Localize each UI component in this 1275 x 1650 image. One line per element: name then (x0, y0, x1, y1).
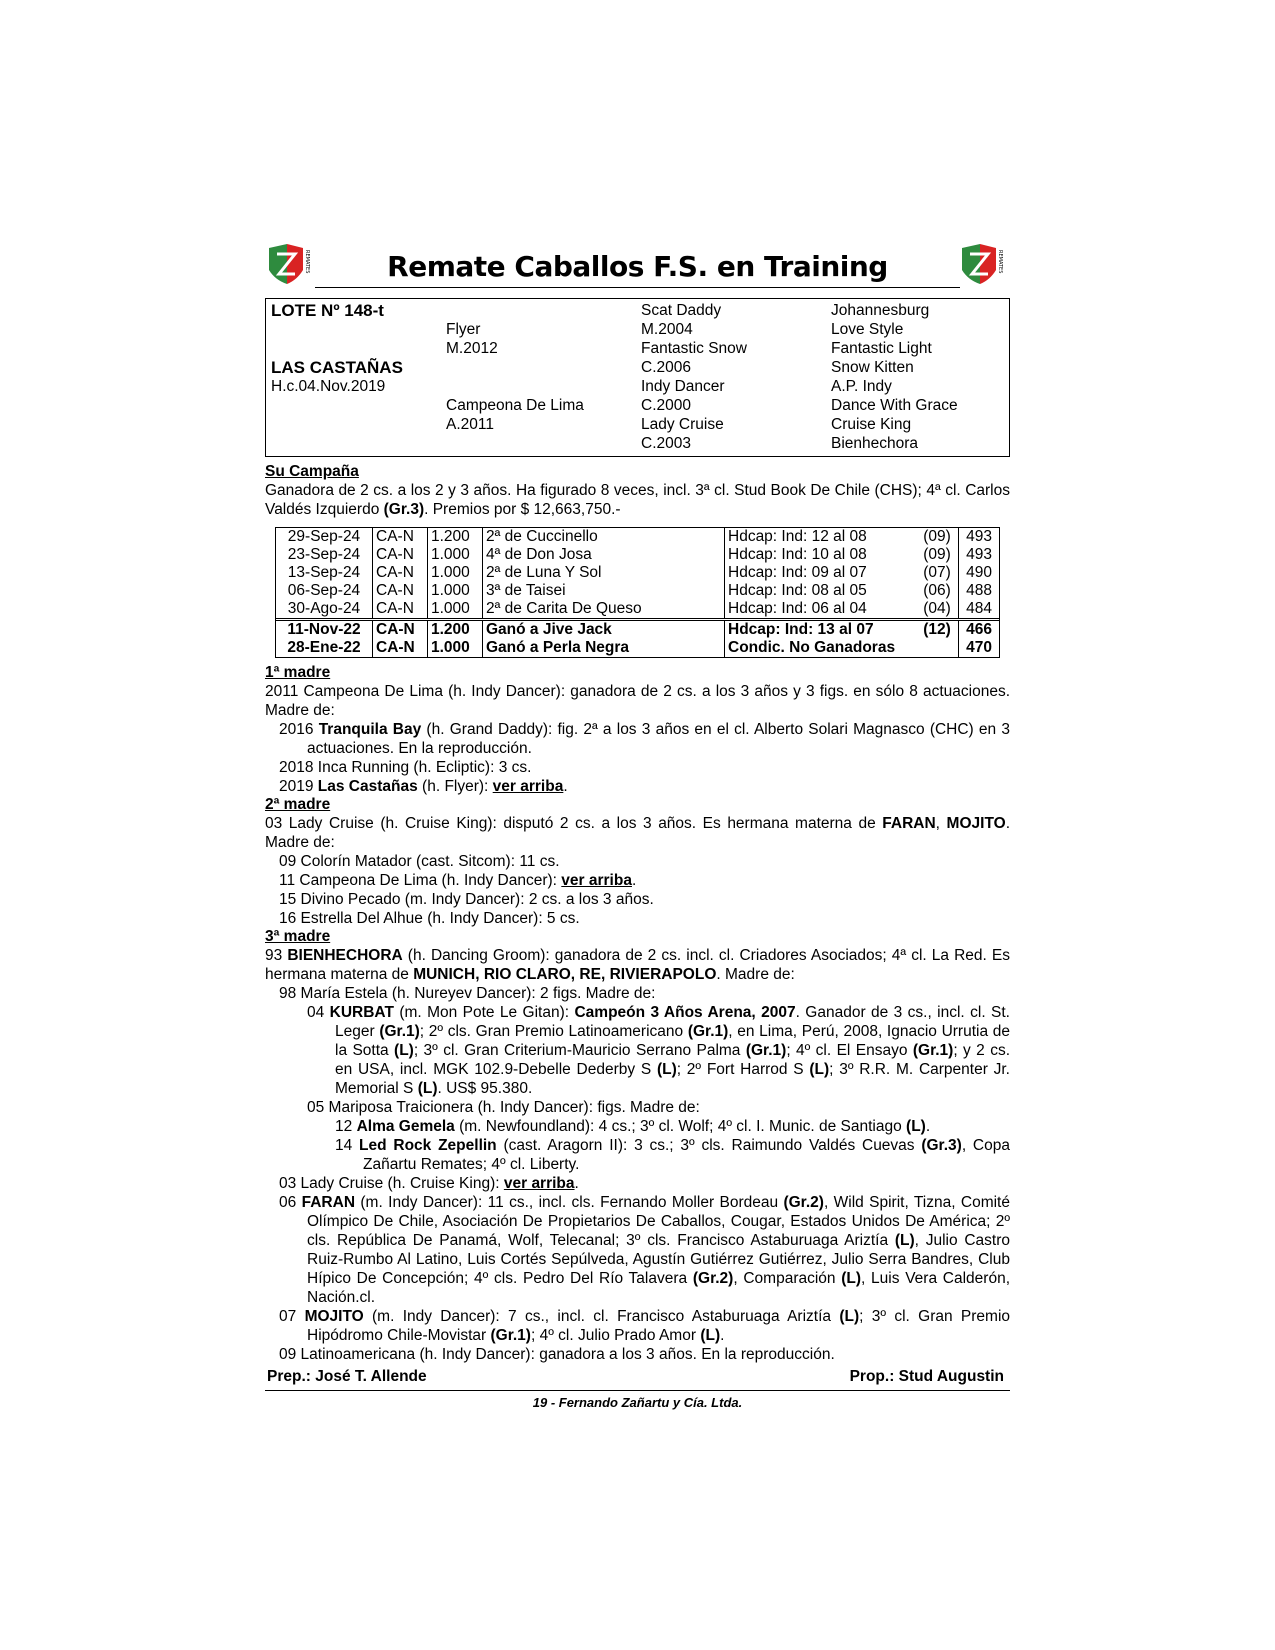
list-item: 09 Latinoamericana (h. Indy Dancer): ganadora a los 3 años. En la reproducción. (279, 1346, 835, 1363)
madre1-section (265, 682, 1010, 796)
race-dist: 1.200 (428, 528, 483, 546)
race-dist: 1.000 (428, 639, 483, 657)
race-cond2 (916, 639, 959, 657)
madre3-intro: 93 BIENHECHORA (h. Dancing Groom): ganadora de 2 cs. incl. cl. Criadores Asociados; 4ª cl. La Red. Es hermana materna de MUNICH, RIO CLARO, RE, RIVIERAPOLO. Madre de: (265, 947, 1010, 983)
ver-arriba-link[interactable]: ver arriba (492, 778, 564, 795)
great-grandparent: A.P. Indy (831, 378, 892, 395)
race-dist: 1.000 (428, 564, 483, 582)
sire-info: M.2012 (446, 340, 498, 357)
campaign-text: Ganadora de 2 cs. a los 2 y 3 años. Ha figurado 8 veces, incl. 3ª cl. Stud Book De Chile (CHS); 4ª cl. Carlos Valdés Izquierdo (Gr.3). Premios por $ 12,663,750.- (265, 482, 1010, 518)
great-grandparent: Love Style (831, 321, 904, 338)
page-title: Remate Caballos F.S. en Training (387, 250, 888, 283)
sire: Flyer (446, 321, 481, 338)
list-item: 09 Colorín Matador (cast. Sitcom): 11 cs. (279, 853, 560, 870)
list-item: 05 Mariposa Traicionera (h. Indy Dancer): figs. Madre de: (307, 1099, 700, 1116)
lote-number: LOTE Nº 148-t (271, 301, 384, 320)
list-item: 11 Campeona De Lima (h. Indy Dancer): ver arriba. (279, 872, 637, 889)
race-cond: Hdcap: Ind: 13 al 07 (725, 620, 917, 640)
footer (265, 1368, 1010, 1390)
madre2-intro: 03 Lady Cruise (h. Cruise King): disputó 2 cs. a los 3 años. Es hermana materna de FARAN, MOJITO. Madre de: (265, 815, 1010, 851)
grandparent-info: C.2003 (641, 435, 691, 452)
table-row (276, 620, 999, 640)
race-num: 466 (959, 620, 999, 640)
race-date: 06-Sep-24 (276, 582, 373, 600)
grandparent-info: M.2004 (641, 321, 693, 338)
pedigree-box (265, 298, 1010, 457)
race-cond: Hdcap: Ind: 10 al 08 (728, 546, 867, 563)
madre3-heading: 3ª madre (265, 928, 331, 945)
great-grandparent: Bienhechora (831, 435, 919, 452)
grandparent: Scat Daddy (641, 302, 722, 319)
race-res: 2ª de Luna Y Sol (483, 564, 725, 582)
list-item: 98 María Estela (h. Nureyev Dancer): 2 figs. Madre de: (279, 985, 656, 1002)
ver-arriba-link[interactable]: ver arriba (503, 1175, 575, 1192)
madre2-section (265, 814, 1010, 928)
owner: Prop.: Stud Augustin (849, 1368, 1004, 1385)
race-cond2: (12) (916, 620, 959, 640)
trainer: Prep.: José T. Allende (267, 1368, 427, 1385)
race-dist: 1.000 (428, 582, 483, 600)
race-cond2: (04) (916, 600, 959, 620)
list-item: 12 Alma Gemela (m. Newfoundland): 4 cs.; 3º cl. Wolf; 4º cl. I. Munic. de Santiago (L). (335, 1118, 931, 1135)
table-row (276, 528, 999, 546)
race-hip: CA-N (373, 528, 428, 546)
grandparent-info: C.2000 (641, 397, 691, 414)
race-cond: Hdcap: Ind: 06 al 04 (728, 600, 867, 617)
grandparent: Indy Dancer (641, 378, 725, 395)
pedigree-col-great-grandparents (831, 301, 958, 453)
zj-logo-icon (958, 240, 1010, 288)
header (265, 240, 1010, 290)
pedigree-col-horse (271, 301, 403, 396)
race-hip: CA-N (373, 620, 428, 640)
grandparent: Lady Cruise (641, 416, 724, 433)
table-row (276, 600, 999, 620)
list-item: 2018 Inca Running (h. Ecliptic): 3 cs. (279, 759, 532, 776)
great-grandparent: Johannesburg (831, 302, 930, 319)
race-cond: Hdcap: Ind: 08 al 05 (728, 582, 867, 599)
great-grandparent: Snow Kitten (831, 359, 914, 376)
madre2-heading: 2ª madre (265, 796, 331, 813)
horse-info: H.c.04.Nov.2019 (271, 378, 386, 395)
race-num: 493 (966, 528, 992, 545)
madre3-section (265, 946, 1010, 1364)
page-number: 19 - Fernando Zañartu y Cía. Ltda. (532, 1395, 743, 1410)
title-rule (315, 287, 960, 288)
pedigree-col-grandparents (641, 301, 747, 453)
race-date: 23-Sep-24 (276, 546, 373, 564)
race-hip: CA-N (373, 582, 428, 600)
dam-info: A.2011 (446, 416, 494, 433)
list-item: 03 Lady Cruise (h. Cruise King): ver arriba. (279, 1175, 579, 1192)
campaign-heading: Su Campaña (265, 463, 359, 480)
race-res: Ganó a Perla Negra (483, 639, 725, 657)
table-row (276, 546, 999, 564)
grandparent-info: C.2006 (641, 359, 691, 376)
list-item: 16 Estrella Del Alhue (h. Indy Dancer): 5 cs. (279, 910, 580, 927)
pedigree-col-parents (446, 301, 584, 434)
race-dist: 1.200 (428, 620, 483, 640)
race-cond2: (09) (916, 528, 959, 546)
race-cond: Hdcap: Ind: 12 al 08 (728, 528, 867, 545)
list-item: 14 Led Rock Zepellin (cast. Aragorn II): 3 cs.; 3º cls. Raimundo Valdés Cuevas (Gr.3), Copa Zañartu Remates; 4º cl. Liberty. (335, 1137, 1010, 1173)
horse-name: LAS CASTAÑAS (271, 358, 403, 377)
race-cond2: (06) (916, 582, 959, 600)
list-item: 2016 Tranquila Bay (h. Grand Daddy): fig. 2ª a los 3 años en el cl. Alberto Solari Magnasco (CHC) en 3 actuaciones. En la reproducción. (279, 721, 1010, 757)
race-res: 2ª de Carita De Queso (483, 600, 725, 620)
race-date: 11-Nov-22 (276, 620, 373, 640)
race-cond2: (07) (916, 564, 959, 582)
page (265, 240, 1010, 1410)
list-item: 2019 Las Castañas (h. Flyer): ver arriba. (279, 778, 568, 795)
race-hip: CA-N (373, 564, 428, 582)
logo-side-text: REMATES (304, 250, 310, 274)
table-row (276, 582, 999, 600)
race-cond: Condic. No Ganadoras (728, 639, 896, 656)
race-date: 28-Ene-22 (276, 639, 373, 657)
race-num: 488 (966, 582, 992, 599)
race-res: 4ª de Don Josa (483, 546, 725, 564)
race-res: 2ª de Cuccinello (483, 528, 725, 546)
zj-logo-icon (265, 240, 317, 288)
race-hip: CA-N (373, 639, 428, 657)
table-row (276, 639, 999, 657)
race-num: 484 (966, 600, 992, 617)
race-dist: 1.000 (428, 546, 483, 564)
race-res: Ganó a Jive Jack (483, 620, 725, 640)
race-hip: CA-N (373, 600, 428, 620)
race-record-table (275, 527, 1000, 658)
race-num: 493 (966, 546, 992, 563)
footer-rule (265, 1390, 1010, 1391)
race-date: 13-Sep-24 (276, 564, 373, 582)
great-grandparent: Dance With Grace (831, 397, 958, 414)
race-dist: 1.000 (428, 600, 483, 620)
race-num: 470 (966, 639, 992, 656)
race-num: 490 (966, 564, 992, 581)
logo-side-text: REMATES (997, 250, 1003, 274)
race-res: 3ª de Taisei (483, 582, 725, 600)
race-hip: CA-N (373, 546, 428, 564)
madre1-intro: 2011 Campeona De Lima (h. Indy Dancer): ganadora de 2 cs. a los 3 años y 3 figs. en sólo 8 actuaciones. Madre de: (265, 683, 1010, 719)
table-row (276, 564, 999, 582)
grandparent: Fantastic Snow (641, 340, 747, 357)
race-date: 30-Ago-24 (276, 600, 373, 620)
dam: Campeona De Lima (446, 397, 584, 414)
list-item: 06 FARAN (m. Indy Dancer): 11 cs., incl. cls. Fernando Moller Bordeau (Gr.2), Wild Spirit, Tizna, Comité Olímpico De Chile, Asociación De Propietarios De Caballos, Cougar, Estados Unidos De América; 2º cls. República De Panamá, Wolf, Telecanal; 3º cls. Francisco Astaburuaga Ariztía (L), Julio Castro Ruiz-Rumbo Al Latino, Luis Cortés Sepúlveda, Agustín Gutiérrez Gutiérrez, Julio Serra Bandres, Club Hípico De Concepción; 4º cls. Pedro Del Río Talavera (Gr.2), Comparación (L), Luis Vera Calderón, Nación.cl. (279, 1194, 1010, 1306)
list-item: 15 Divino Pecado (m. Indy Dancer): 2 cs. a los 3 años. (279, 891, 654, 908)
madre1-heading: 1ª madre (265, 664, 331, 681)
race-cond2: (09) (916, 546, 959, 564)
list-item: 07 MOJITO (m. Indy Dancer): 7 cs., incl. cl. Francisco Astaburuaga Ariztía (L); 3º cl. Gran Premio Hipódromo Chile-Movistar (Gr.1); 4º cl. Julio Prado Amor (L). (279, 1308, 1011, 1344)
race-cond: Hdcap: Ind: 09 al 07 (728, 564, 867, 581)
ver-arriba-link[interactable]: ver arriba (561, 872, 632, 889)
race-date: 29-Sep-24 (276, 528, 373, 546)
great-grandparent: Fantastic Light (831, 340, 932, 357)
great-grandparent: Cruise King (831, 416, 912, 433)
list-item: 04 KURBAT (m. Mon Pote Le Gitan): Campeón 3 Años Arena, 2007. Ganador de 3 cs., incl. cl. St. Leger (Gr.1); 2º cls. Gran Premio Latinoamericano (Gr.1), en Lima, Perú, 2008, Ignacio Urrutia de la Sotta (L); 3º cl. Gran Criterium-Mauricio Serrano Palma (Gr.1); 4º cl. El Ensayo (Gr.1); y 2 cs. en USA, incl. MGK 102.9-Debelle Dederby S (L); 2º Fort Harrod S (L); 3º R.R. M. Carpenter Jr. Memorial S (L). US$ 95.380. (307, 1004, 1011, 1097)
